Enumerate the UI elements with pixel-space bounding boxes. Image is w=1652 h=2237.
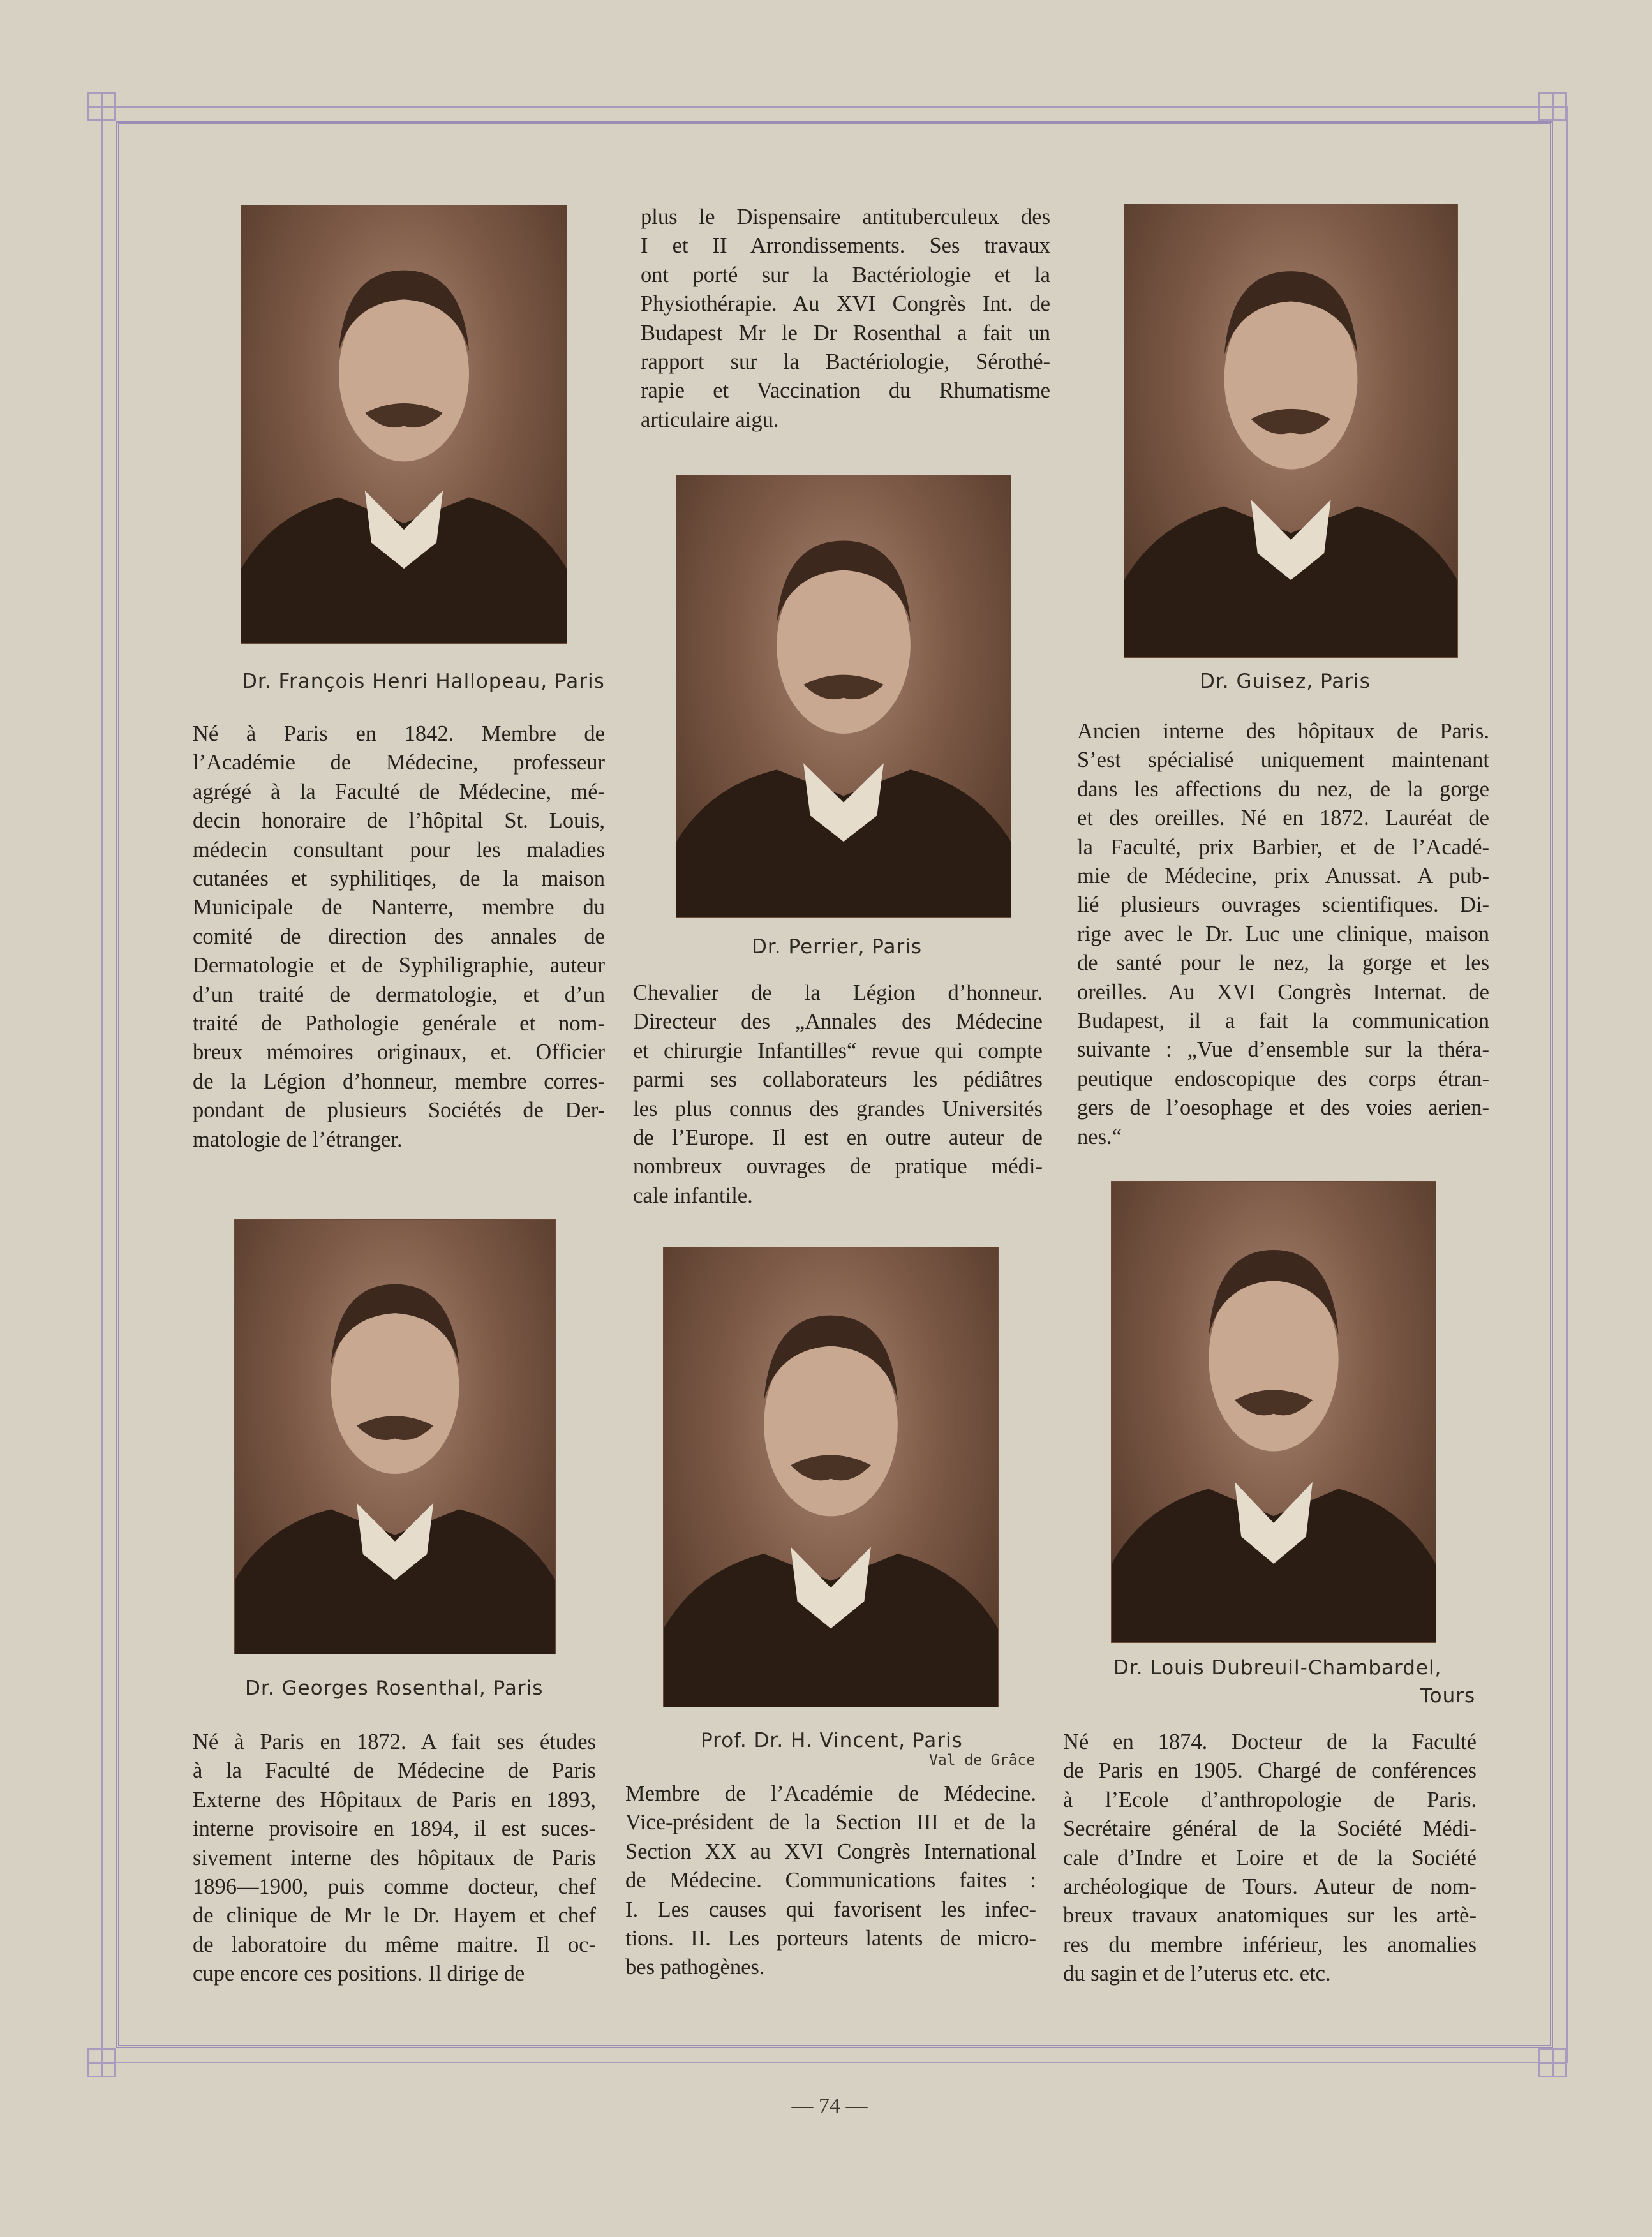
caption-dubreuil-line2: Tours [1420,1684,1476,1707]
text-line: nes.“ [1077,1124,1122,1149]
portrait-silhouette [664,1247,998,1707]
text-line: les plus connus des grandes Universités [633,1096,1043,1121]
text-line: breux travaux anatomiques sur les artè- [1063,1903,1477,1928]
caption-rosenthal: Dr. Georges Rosenthal, Paris [245,1677,544,1700]
text-line: cutanées et syphilitiqes, de la maison [193,866,605,891]
text-line: pondant de plusieurs Sociétés de Der- [193,1098,605,1123]
portrait-silhouette [1112,1182,1436,1642]
portrait-photo-vincent [664,1247,998,1707]
corner-ornament-br [1538,2048,1567,2077]
portrait-photo-rosenthal [235,1220,555,1654]
text-line: I. Les causes qui favorisent les infec- [625,1897,1036,1922]
text-line: Né en 1874. Docteur de la Faculté [1063,1730,1477,1754]
caption-vincent-sub: Val de Grâce [929,1752,1036,1769]
text-line: Dermatologie et de Syphiligraphie, auteur [193,953,605,978]
text-line: Membre de l’Académie de Médecine. [625,1781,1036,1806]
text-line: suivante : „Vue d’ensemble sur la théra- [1077,1037,1489,1062]
text-line: cale d’Indre et Loire et de la Société [1063,1845,1477,1870]
bio-vincent [625,1780,1036,1982]
text-line: de l’Europe. Il est en outre auteur de [633,1126,1043,1150]
text-line: de Médecine. Communications faites : [625,1868,1036,1893]
corner-ornament-tr [1538,92,1567,121]
text-line: cale infantile. [633,1183,753,1208]
text-line: agrégé à la Faculté de Médecine, mé- [193,779,605,804]
text-line: Vice-président de la Section III et de la [625,1810,1036,1835]
text-line: 1896—1900, puis comme docteur, chef [193,1875,596,1899]
portrait-silhouette [1124,204,1457,657]
text-line: gers de l’oesophage et des voies aerien- [1077,1096,1489,1120]
text-line: à l’Ecole d’anthropologie de Paris. [1063,1787,1477,1812]
text-line: de clinique de Mr le Dr. Hayem et chef [193,1903,596,1928]
text-line: S’est spécialisé uniquement maintenant [1077,748,1489,773]
text-line: Chevalier de la Légion d’honneur. [633,981,1043,1005]
text-line: oreilles. Au XVI Congrès Internat. de [1077,979,1489,1004]
bio-dubreuil [1063,1728,1477,1989]
portrait-photo-dubreuil [1112,1182,1436,1642]
bio-hallopeau [193,720,605,1154]
text-line: breux mémoires originaux, et. Officier [193,1040,605,1065]
portrait-silhouette [235,1220,555,1654]
text-line: bes pathogènes. [625,1955,765,1980]
text-line: Municipale de Nanterre, membre du [193,895,605,920]
bio-guisez [1077,717,1489,1152]
caption-vincent: Prof. Dr. H. Vincent, Paris [701,1729,963,1752]
text-line: archéologique de Tours. Auteur de nom- [1063,1875,1477,1899]
text-line: Budapest, il a fait la communication [1077,1009,1489,1034]
text-line: Directeur des „Annales des Médecine [633,1009,1043,1034]
text-line: de Paris en 1905. Chargé de conférences [1063,1758,1477,1783]
portrait-silhouette [676,475,1011,917]
text-line: res du membre inférieur, les anomalies [1063,1932,1477,1957]
text-line: Ancien interne des hôpitaux de Paris. [1077,719,1489,743]
text-line: mie de Médecine, prix Anussat. A pub- [1077,864,1489,889]
text-line: médecin consultant pour les maladies [193,837,605,862]
text-line: ont porté sur la Bactériologie et la [641,262,1050,287]
text-line: comité de direction des annales de [193,924,605,949]
caption-guisez: Dr. Guisez, Paris [1200,670,1371,693]
text-line: peutique endoscopique des corps étran- [1077,1066,1489,1091]
text-line: de la Légion d’honneur, membre corres- [193,1069,605,1094]
bio-rosenthal [193,1728,596,1989]
text-line: parmi ses collaborateurs les pédiâtres [633,1067,1043,1092]
text-line: cupe encore ces positions. Il dirige de [193,1961,525,1986]
text-line: interne provisoire en 1894, il est suces- [193,1817,596,1841]
text-line: Budapest Mr le Dr Rosenthal a fait un [641,320,1050,345]
text-line: Secrétaire général de la Société Médi- [1063,1817,1477,1841]
caption-dubreuil: Dr. Louis Dubreuil-Chambardel, [1113,1656,1442,1679]
text-line: Né à Paris en 1872. A fait ses études [193,1730,596,1754]
text-line: lié plusieurs ouvrages scientifiques. Di- [1077,893,1489,918]
text-line: sivement interne des hôpitaux de Paris [193,1845,596,1870]
text-line: de laboratoire du même maitre. Il oc- [193,1932,596,1957]
text-line: rige avec le Dr. Luc une clinique, maison [1077,921,1489,946]
caption-hallopeau: Dr. François Henri Hallopeau, Paris [242,670,605,693]
text-line: nombreux ouvrages de pratique médi- [633,1154,1043,1179]
text-line: Physiothérapie. Au XVI Congrès Int. de [641,292,1050,316]
text-line: decin honoraire de l’hôpital St. Louis, [193,808,605,833]
text-line: Né à Paris en 1842. Membre de [193,722,605,746]
bio-rosenthal-continued [641,203,1050,435]
text-line: traité de Pathologie genérale et nom- [193,1011,605,1036]
text-line: rapport sur la Bactériologie, Sérothé- [641,350,1050,375]
text-line: plus le Dispensaire antituberculeux des [641,205,1050,229]
portrait-photo-perrier [676,475,1011,917]
text-line: l’Académie de Médecine, professeur [193,750,605,775]
text-line: et chirurgie Infantilles“ revue qui compte [633,1038,1043,1063]
corner-ornament-tl [87,92,116,121]
portrait-silhouette [241,205,567,643]
text-line: tions. II. Les porteurs latents de micro- [625,1926,1036,1951]
text-line: d’un traité de dermatologie, et d’un [193,982,605,1007]
page-number: — 74 — [791,2094,868,2118]
text-line: du sagin et de l’uterus etc. etc. [1063,1961,1331,1986]
portrait-photo-guisez [1124,204,1457,657]
text-line: rapie et Vaccination du Rhumatisme [641,378,1050,403]
text-line: la Faculté, prix Barbier, et de l’Acadé- [1077,835,1489,859]
text-line: et des oreilles. Né en 1872. Lauréat de [1077,806,1489,831]
text-line: matologie de l’étranger. [193,1127,403,1152]
corner-ornament-bl [87,2048,116,2077]
text-line: de santé pour le nez, la gorge et les [1077,951,1489,976]
portrait-photo-hallopeau [241,205,567,643]
text-line: Section XX au XVI Congrès International [625,1839,1036,1864]
text-line: à la Faculté de Médecine de Paris [193,1758,596,1783]
bio-perrier [633,979,1043,1210]
text-line: Externe des Hôpitaux de Paris en 1893, [193,1787,596,1812]
text-line: dans les affections du nez, de la gorge [1077,777,1489,801]
text-line: I et II Arrondissements. Ses travaux [641,234,1050,258]
caption-perrier: Dr. Perrier, Paris [752,935,923,958]
text-line: articulaire aigu. [641,407,779,432]
